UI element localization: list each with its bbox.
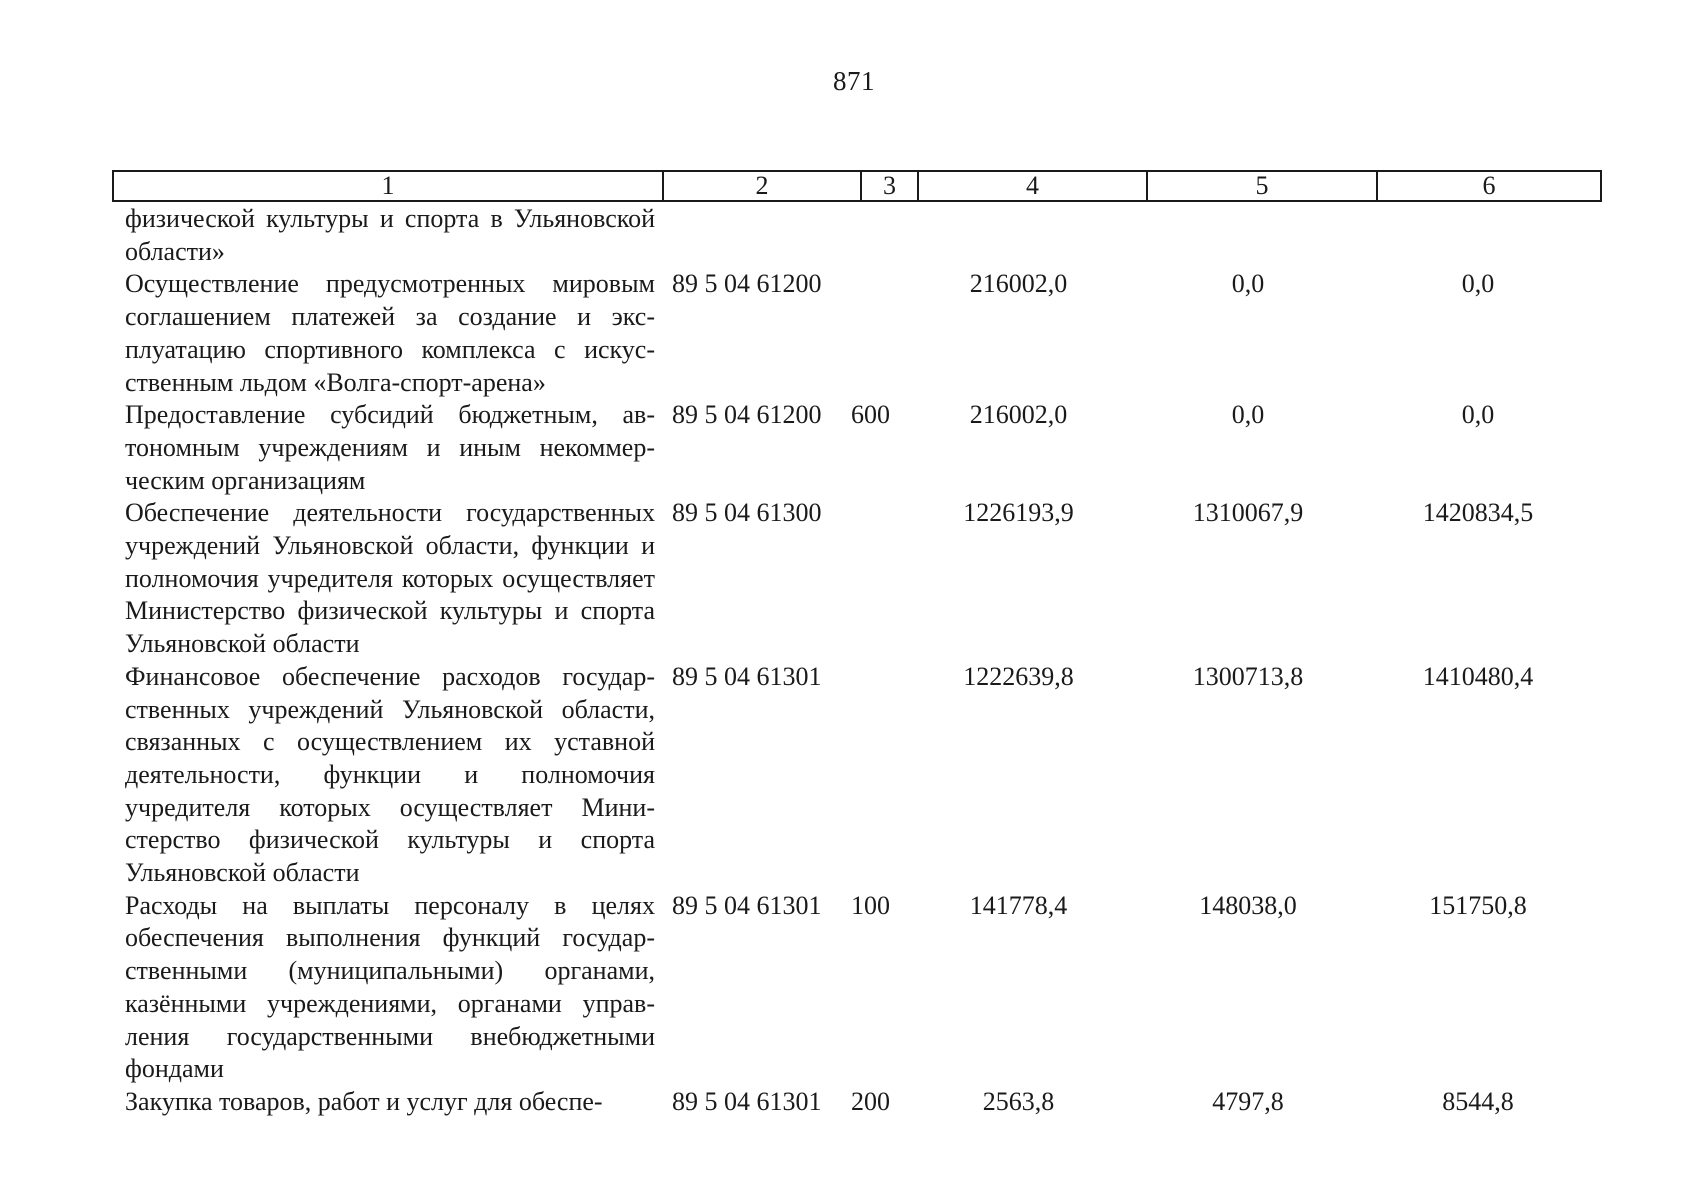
row-value-col5: 148038,0: [1199, 890, 1297, 920]
row-value-col6: 8544,8: [1442, 1086, 1514, 1116]
row-value-col6: 1420834,5: [1422, 498, 1534, 528]
row-value-col4: 216002,0: [969, 400, 1068, 430]
row-value-col4: 216002,0: [969, 269, 1068, 299]
row-code: 89 5 04 61301: [672, 1086, 822, 1116]
row-value-col4: 1226193,9: [963, 498, 1074, 528]
row-value-col5: 0,0: [1231, 269, 1265, 299]
table-header-row: [112, 170, 1602, 202]
row-value-col5: 1300713,8: [1192, 661, 1304, 691]
row-value-col6: 0,0: [1461, 400, 1495, 430]
header-col-2: 2: [664, 172, 862, 200]
header-col-3: 3: [862, 172, 919, 200]
row-value-col6: 0,0: [1461, 269, 1495, 299]
row-value-col5: 1310067,9: [1192, 498, 1304, 528]
row-value-col4: 141778,4: [969, 890, 1068, 920]
row-description: Расходы на выплаты персоналу в целях обеспечения выполнения функций государственными (муниципальными) органами, казёнными учреждениями, органами управления государственными внебюджетными фондами: [125, 890, 655, 1084]
row-value-col5: 0,0: [1231, 400, 1265, 430]
row-value-col5: 4797,8: [1212, 1086, 1284, 1116]
row-value-col4: 1222639,8: [963, 661, 1074, 691]
header-col-4: 4: [919, 172, 1148, 200]
row-code: 89 5 04 61300: [672, 498, 822, 528]
row-value-col6: 1410480,4: [1422, 661, 1534, 691]
header-col-1: 1: [114, 172, 664, 200]
table-body: [125, 203, 1605, 1119]
page-number: 871: [833, 66, 875, 96]
header-col-6: 6: [1482, 171, 1496, 200]
table-row: [125, 268, 1605, 399]
table-row: [125, 399, 1605, 497]
table-row: [125, 890, 1605, 1086]
row-code: 89 5 04 61200: [672, 269, 822, 299]
row-description: физической культуры и спорта в Ульяновской области»: [125, 204, 655, 266]
row-code: 89 5 04 61200: [672, 400, 822, 430]
header-col-5: 5: [1148, 172, 1378, 200]
row-expense-type: 200: [851, 1086, 890, 1116]
row-description: Обеспечение деятельности государственных учреждений Ульяновской области, функции и полномочия учредителя которых осуществляет Министерство физической культуры и спорта Ульяновской области: [125, 498, 655, 659]
row-expense-type: 100: [851, 890, 890, 920]
row-description: Финансовое обеспечение расходов государственных учреждений Ульяновской области, связанных с осуществлением их уставной деятельности, функции и полномочия учредителя которых осуществляет Министерство физической культуры и спорта Ульяновской области: [125, 661, 655, 888]
row-description: Закупка товаров, работ и услуг для обеспе-: [125, 1086, 603, 1116]
row-code: 89 5 04 61301: [672, 890, 822, 920]
row-code: 89 5 04 61301: [672, 661, 822, 691]
table-row: [125, 661, 1605, 890]
table-row: [125, 497, 1605, 661]
row-expense-type: 600: [851, 400, 890, 430]
row-value-col6: 151750,8: [1429, 890, 1527, 920]
row-description: Предоставление субсидий бюджетным, автономным учреждениям и иным некоммерческим организациям: [125, 400, 655, 495]
table-row: [125, 203, 1605, 268]
row-value-col4: 2563,8: [982, 1086, 1055, 1116]
table-row: [125, 1086, 1605, 1119]
row-description: Осуществление предусмотренных мировым соглашением платежей за создание и эксплуатацию спортивного комплекса с искусственным льдом «Волга-спорт-арена»: [125, 269, 655, 397]
